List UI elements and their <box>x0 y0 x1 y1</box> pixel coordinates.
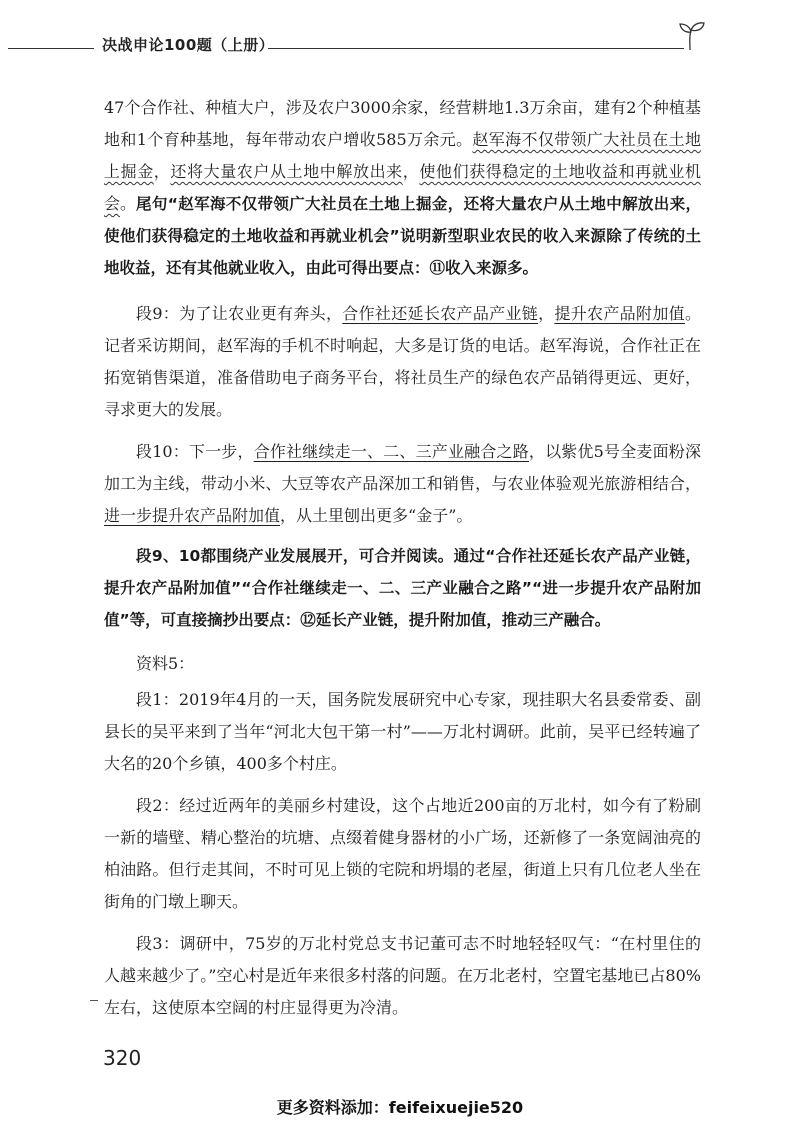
text-run: ，从土里刨出更多“金子”。 <box>280 506 473 525</box>
page-number: 320 <box>103 1046 142 1070</box>
material-paragraph-1: 段1：2019年4月的一天，国务院发展研究中心专家，现挂职大名县委常委、副县长的吴平来到了当年“河北大包干第一村”——万北村调研。此前，吴平已经转遍了大名的20个乡镇，400多个村庄。 <box>104 690 701 773</box>
text-run: 段9：为了让农业更有奔头， <box>136 304 343 323</box>
text-run: ， <box>402 162 420 181</box>
text-run: ， <box>538 304 555 323</box>
header-rule-left <box>8 48 94 49</box>
material-paragraph-3: 段3：调研中，75岁的万北村党总支书记董可志不时地轻轻叹气：“在村里住的人越来越少了。”空心村是近年来很多村落的问题。在万北老村，空置宅基地已占80%左右，这使原本空阔的村庄显得更为冷清。 <box>104 934 701 1017</box>
material-paragraph-2: 段2：经过近两年的美丽乡村建设，这个占地近200亩的万北村，如今有了粉刷一新的墙壁、精心整治的坑塘、点缀着健身器材的小广场，还新修了一条宽阔油亮的柏油路。但行走其间，不时可见上锁的宅院和坍塌的老屋，街道上只有几位老人坐在街角的门墩上聊天。 <box>104 796 701 911</box>
book-title: 决战申论100题（上册） <box>102 36 275 54</box>
underlined-text: 合作社继续走一、二、三产业融合之路 <box>253 442 529 461</box>
paragraph-9 <box>104 298 701 426</box>
underlined-text: 提升农产品附加值 <box>554 304 685 323</box>
paragraph-10 <box>104 436 701 532</box>
text-run: ，以紫优5号全麦面粉深加工为主线，带动小米、大豆等农产品深加工和销售，与农业体验观光旅游相结合， <box>104 442 701 493</box>
margin-mark <box>90 1000 98 1001</box>
text-run: 。记者采访期间，赵军海的手机不时响起，大多是订货的电话。赵军海说，合作社正在拓宽销售渠道，准备借助电子商务平台，将社员生产的绿色农产品销得更远、更好，寻求更大的发展。 <box>104 304 701 419</box>
sprout-icon <box>676 20 706 52</box>
text-run: 。 <box>120 194 137 213</box>
analysis-paragraph-1: 尾句“赵军海不仅带领广大社员在土地上掘金，还将大量农户从土地中解放出来，使他们获得稳定的土地收益和再就业机会”说明新型职业农民的收入来源除了传统的土地收益，还有其他就业收入，由此可得出要点：⑪收入来源多。 <box>104 195 701 277</box>
text-run: ， <box>153 162 171 181</box>
wavy-underline-text: 使他们获得稳定的土地收益和再就业机会 <box>104 162 701 213</box>
wavy-underline-text: 赵军海不仅带领广大社员在土地上掘金 <box>104 130 701 181</box>
footer-note: 更多资料添加：feifeixuejie520 <box>276 1098 524 1117</box>
text-run: 47个合作社、种植大户，涉及农户3000余家，经营耕地1.3万余亩，建有2个种植基地和1个育种基地，每年带动农户增收585万余元。 <box>104 98 701 149</box>
wavy-underline-text: 还将大量农户从土地中解放出来 <box>170 162 403 181</box>
header-rule-right <box>268 48 684 49</box>
analysis-paragraph-2: 段9、10都围绕产业发展展开，可合并阅读。通过“合作社还延长农产品产业链，提升农产品附加值”“合作社继续走一、二、三产业融合之路”“进一步提升农产品附加值”等，可直接摘抄出要点：⑫延长产业链，提升附加值，推动三产融合。 <box>104 547 701 629</box>
underlined-text: 进一步提升农产品附加值 <box>104 506 281 525</box>
underlined-text: 合作社还延长农产品产业链 <box>342 304 539 323</box>
material-heading: 资料5： <box>136 654 195 673</box>
text-run: 段10：下一步， <box>136 442 254 461</box>
